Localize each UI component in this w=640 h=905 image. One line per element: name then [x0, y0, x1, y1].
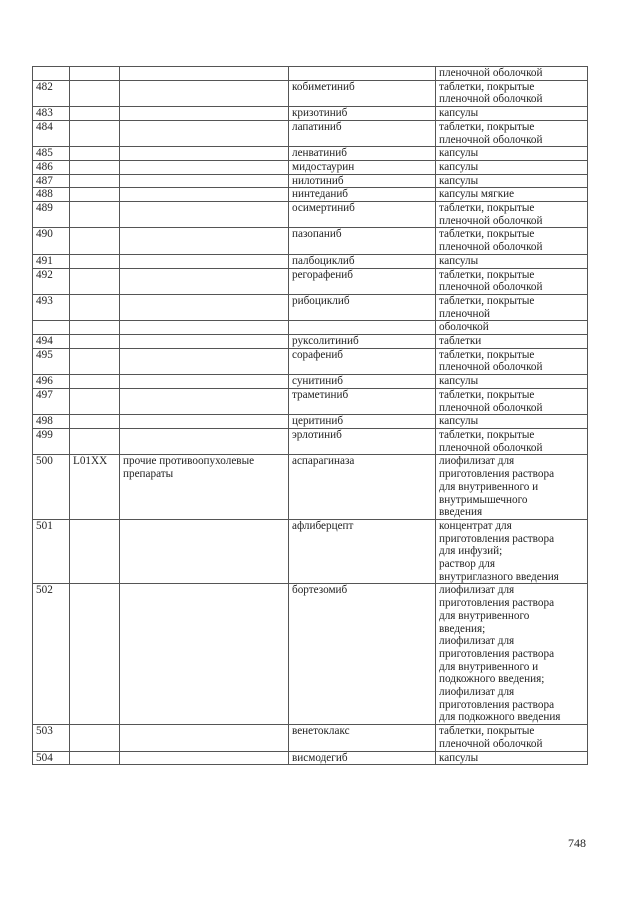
drug-name-cell: лапатиниб — [289, 120, 436, 146]
drug-name-cell: висмодегиб — [289, 751, 436, 765]
atc-code-cell — [70, 120, 120, 146]
table-row — [33, 107, 588, 121]
page-number: 748 — [568, 836, 586, 850]
dosage-form-cell: таблетки, покрытые пленочной оболочкой — [436, 725, 588, 751]
atc-code-cell — [70, 67, 120, 81]
row-number-cell: 490 — [33, 228, 70, 254]
row-number-cell: 495 — [33, 348, 70, 374]
row-number-cell: 501 — [33, 519, 70, 584]
row-number-cell: 485 — [33, 147, 70, 161]
table-row — [33, 120, 588, 146]
pharma-group-cell — [120, 80, 289, 106]
row-number-cell: 494 — [33, 335, 70, 349]
pharma-group-cell — [120, 174, 289, 188]
drug-name-cell: траметиниб — [289, 388, 436, 414]
dosage-form-cell: таблетки, покрытые пленочной оболочкой — [436, 80, 588, 106]
dosage-form-cell: оболочкой — [436, 321, 588, 335]
dosage-form-cell: таблетки, покрытые пленочной оболочкой — [436, 202, 588, 228]
pharma-group-cell — [120, 228, 289, 254]
pharma-group-cell — [120, 67, 289, 81]
row-number-cell: 496 — [33, 375, 70, 389]
drug-name-cell: руксолитиниб — [289, 335, 436, 349]
table-row — [33, 388, 588, 414]
table-body — [33, 67, 588, 765]
drug-name-cell: рибоциклиб — [289, 294, 436, 320]
atc-code-cell — [70, 254, 120, 268]
table-row — [33, 268, 588, 294]
row-number-cell: 493 — [33, 294, 70, 320]
drug-name-cell: венетоклакс — [289, 725, 436, 751]
atc-code-cell — [70, 107, 120, 121]
pharma-group-cell — [120, 120, 289, 146]
pharma-group-cell — [120, 147, 289, 161]
atc-code-cell — [70, 725, 120, 751]
dosage-form-cell: капсулы — [436, 751, 588, 765]
table-row — [33, 584, 588, 725]
atc-code-cell — [70, 188, 120, 202]
drug-name-cell: кризотиниб — [289, 107, 436, 121]
dosage-form-cell: капсулы — [436, 415, 588, 429]
drug-name-cell: пазопаниб — [289, 228, 436, 254]
pharma-group-cell — [120, 321, 289, 335]
atc-code-cell — [70, 584, 120, 725]
atc-code-cell — [70, 174, 120, 188]
dosage-form-cell: таблетки, покрытые пленочной оболочкой — [436, 268, 588, 294]
pharma-group-cell — [120, 254, 289, 268]
drug-name-cell: сунитиниб — [289, 375, 436, 389]
pharma-group-cell — [120, 160, 289, 174]
pharma-group-cell — [120, 335, 289, 349]
pharma-group-cell — [120, 202, 289, 228]
drug-name-cell: бортезомиб — [289, 584, 436, 725]
atc-code-cell — [70, 268, 120, 294]
row-number-cell: 486 — [33, 160, 70, 174]
table-row — [33, 335, 588, 349]
table-row — [33, 147, 588, 161]
table-row — [33, 751, 588, 765]
row-number-cell: 484 — [33, 120, 70, 146]
atc-code-cell — [70, 160, 120, 174]
row-number-cell — [33, 321, 70, 335]
drug-name-cell — [289, 321, 436, 335]
row-number-cell: 503 — [33, 725, 70, 751]
table-row — [33, 519, 588, 584]
row-number-cell: 482 — [33, 80, 70, 106]
row-number-cell: 488 — [33, 188, 70, 202]
pharma-group-cell — [120, 348, 289, 374]
drug-name-cell: афлиберцепт — [289, 519, 436, 584]
table-row — [33, 455, 588, 520]
pharma-group-cell — [120, 294, 289, 320]
dosage-form-cell: лиофилизат для приготовления раствора для внутривенного и внутримышечного введения — [436, 455, 588, 520]
pharma-group-cell — [120, 107, 289, 121]
dosage-form-cell: таблетки, покрытые пленочной — [436, 294, 588, 320]
atc-code-cell — [70, 415, 120, 429]
drug-name-cell: сорафениб — [289, 348, 436, 374]
table-row — [33, 188, 588, 202]
table-row — [33, 294, 588, 320]
drug-name-cell — [289, 67, 436, 81]
dosage-form-cell: концентрат для приготовления раствора для инфузий; раствор для внутриглазного введения — [436, 519, 588, 584]
drug-name-cell: регорафениб — [289, 268, 436, 294]
table-row — [33, 202, 588, 228]
table-row — [33, 725, 588, 751]
dosage-form-cell: капсулы — [436, 147, 588, 161]
row-number-cell: 487 — [33, 174, 70, 188]
atc-code-cell — [70, 388, 120, 414]
pharma-group-cell — [120, 428, 289, 454]
atc-code-cell — [70, 348, 120, 374]
row-number-cell: 504 — [33, 751, 70, 765]
row-number-cell — [33, 67, 70, 81]
pharma-group-cell — [120, 375, 289, 389]
atc-code-cell — [70, 80, 120, 106]
atc-code-cell — [70, 335, 120, 349]
atc-code-cell — [70, 751, 120, 765]
pharma-group-cell: прочие противоопухолевые препараты — [120, 455, 289, 520]
pharma-group-cell — [120, 188, 289, 202]
row-number-cell: 491 — [33, 254, 70, 268]
pharma-group-cell — [120, 751, 289, 765]
dosage-form-cell: пленочной оболочкой — [436, 67, 588, 81]
table-row — [33, 174, 588, 188]
row-number-cell: 492 — [33, 268, 70, 294]
table-row — [33, 321, 588, 335]
drug-name-cell: ленватиниб — [289, 147, 436, 161]
dosage-form-cell: капсулы — [436, 160, 588, 174]
dosage-form-cell: капсулы — [436, 375, 588, 389]
pharma-group-cell — [120, 584, 289, 725]
atc-code-cell — [70, 375, 120, 389]
row-number-cell: 502 — [33, 584, 70, 725]
atc-code-cell — [70, 519, 120, 584]
table-row — [33, 160, 588, 174]
drug-name-cell: палбоциклиб — [289, 254, 436, 268]
table-row — [33, 375, 588, 389]
atc-code-cell — [70, 294, 120, 320]
drug-name-cell: осимертиниб — [289, 202, 436, 228]
pharma-group-cell — [120, 519, 289, 584]
dosage-form-cell: капсулы — [436, 107, 588, 121]
row-number-cell: 483 — [33, 107, 70, 121]
dosage-form-cell: таблетки, покрытые пленочной оболочкой — [436, 228, 588, 254]
row-number-cell: 497 — [33, 388, 70, 414]
row-number-cell: 500 — [33, 455, 70, 520]
table-row — [33, 67, 588, 81]
drug-name-cell: кобиметиниб — [289, 80, 436, 106]
drug-name-cell: аспарагиназа — [289, 455, 436, 520]
atc-code-cell — [70, 147, 120, 161]
table-row — [33, 254, 588, 268]
atc-code-cell: L01XX — [70, 455, 120, 520]
drug-name-cell: эрлотиниб — [289, 428, 436, 454]
row-number-cell: 498 — [33, 415, 70, 429]
table-row — [33, 415, 588, 429]
dosage-form-cell: таблетки, покрытые пленочной оболочкой — [436, 120, 588, 146]
drug-name-cell: нилотиниб — [289, 174, 436, 188]
pharma-group-cell — [120, 415, 289, 429]
drug-name-cell: мидостаурин — [289, 160, 436, 174]
drug-table — [32, 66, 588, 765]
drug-name-cell: нинтеданиб — [289, 188, 436, 202]
pharma-group-cell — [120, 268, 289, 294]
table-row — [33, 428, 588, 454]
row-number-cell: 489 — [33, 202, 70, 228]
dosage-form-cell: таблетки, покрытые пленочной оболочкой — [436, 388, 588, 414]
table-row — [33, 228, 588, 254]
dosage-form-cell: таблетки, покрытые пленочной оболочкой — [436, 348, 588, 374]
table-row — [33, 80, 588, 106]
dosage-form-cell: таблетки — [436, 335, 588, 349]
pharma-group-cell — [120, 725, 289, 751]
row-number-cell: 499 — [33, 428, 70, 454]
dosage-form-cell: лиофилизат для приготовления раствора для внутривенного введения; лиофилизат для приготовления раствора для внутривенного и подкожного введения; лиофилизат для приготовления раствора для подкожного введения — [436, 584, 588, 725]
dosage-form-cell: капсулы мягкие — [436, 188, 588, 202]
dosage-form-cell: таблетки, покрытые пленочной оболочкой — [436, 428, 588, 454]
atc-code-cell — [70, 202, 120, 228]
atc-code-cell — [70, 428, 120, 454]
atc-code-cell — [70, 228, 120, 254]
pharma-group-cell — [120, 388, 289, 414]
drug-name-cell: церитиниб — [289, 415, 436, 429]
dosage-form-cell: капсулы — [436, 174, 588, 188]
table-row — [33, 348, 588, 374]
atc-code-cell — [70, 321, 120, 335]
dosage-form-cell: капсулы — [436, 254, 588, 268]
